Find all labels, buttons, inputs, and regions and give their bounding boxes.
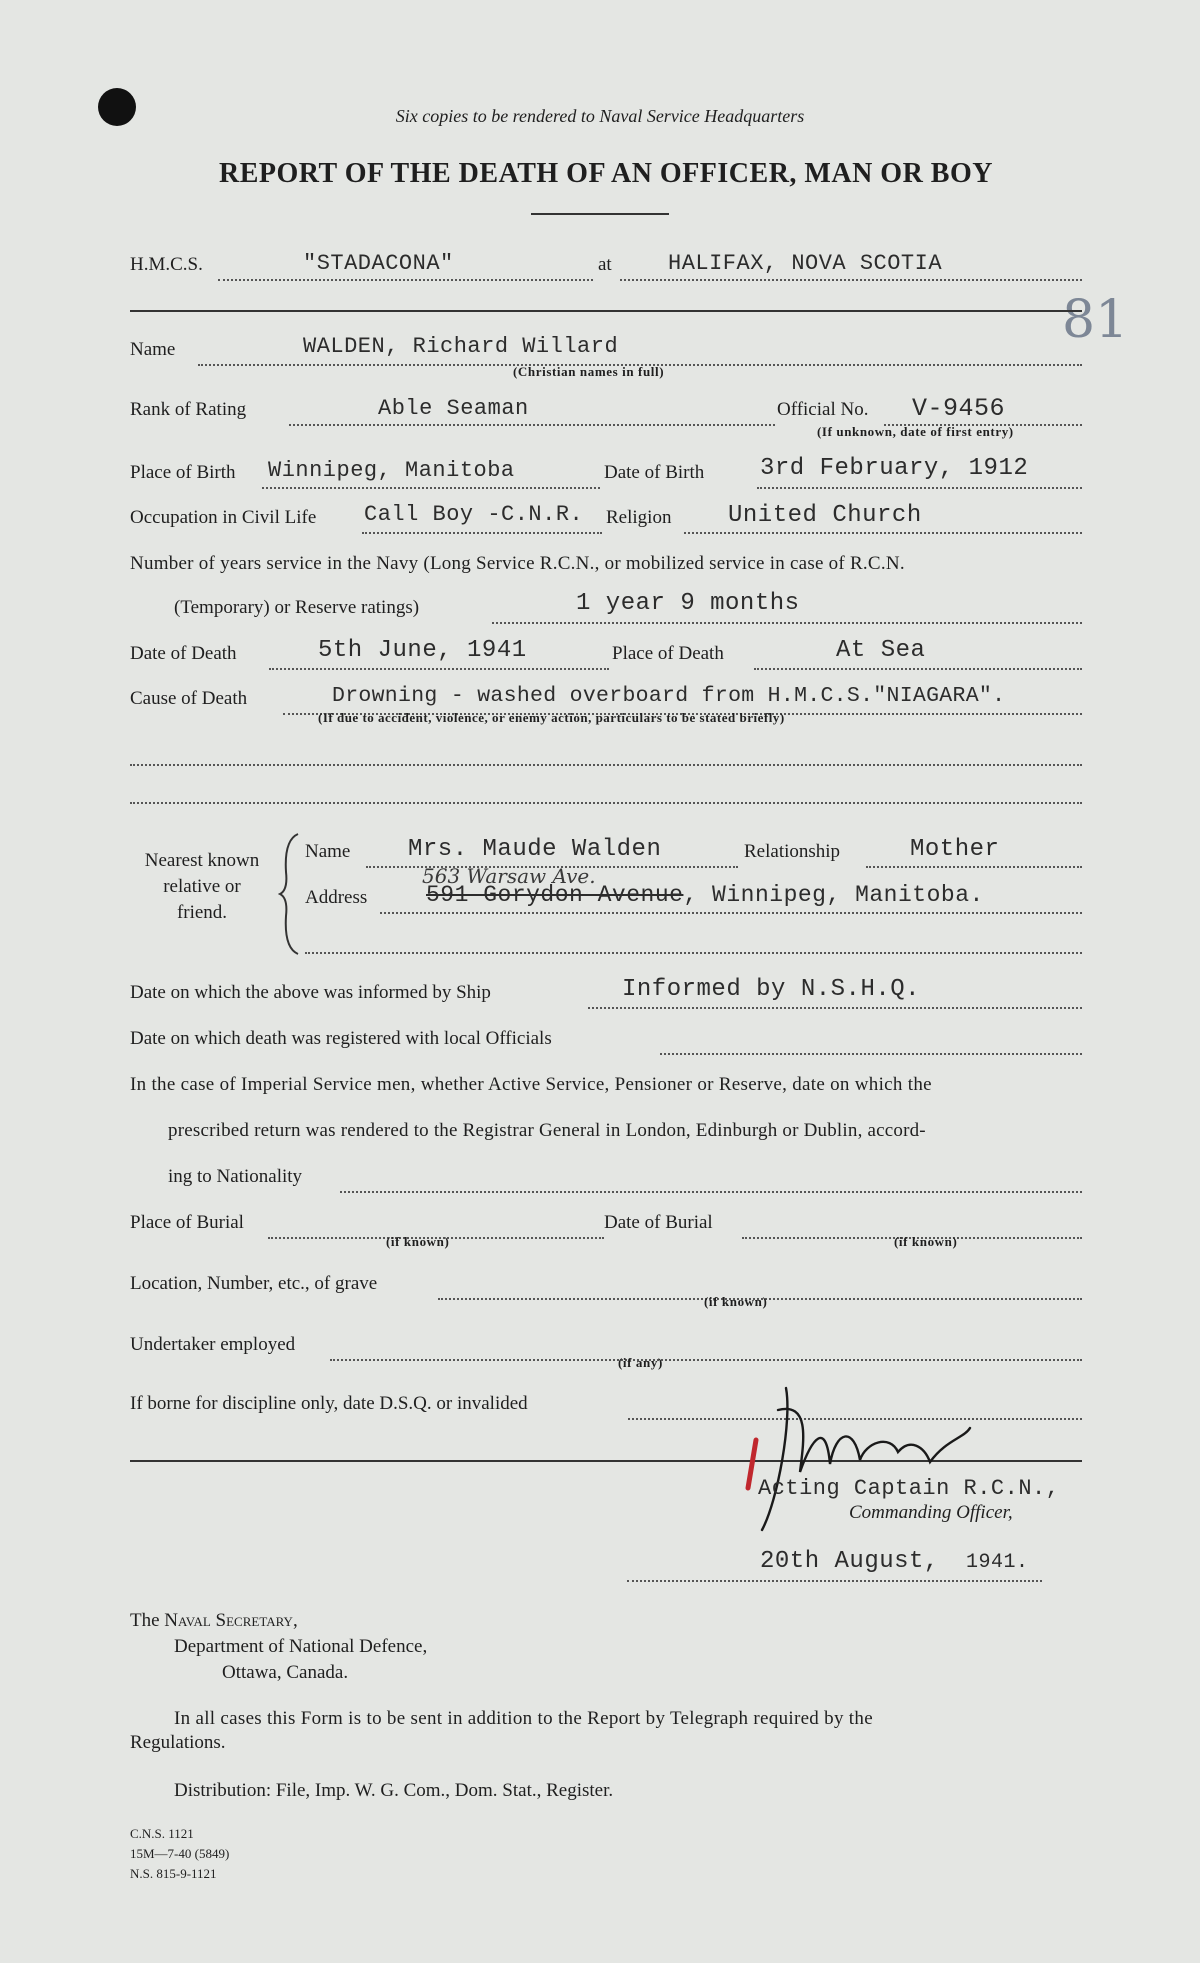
cause-extra-line-1[interactable] <box>130 742 1082 766</box>
name-hint: (Christian names in full) <box>513 364 665 379</box>
address-value <box>426 882 984 908</box>
form-code-1: C.N.S. 1121 <box>130 1826 194 1841</box>
rank-field[interactable] <box>289 402 775 426</box>
at-value: HALIFAX, NOVA SCOTIA <box>668 251 943 276</box>
copies-note: Six copies to be rendered to Naval Service Headquarters <box>395 106 805 126</box>
at-label: at <box>598 254 612 275</box>
relationship-label: Relationship <box>744 841 841 862</box>
birth-place-value: Winnipeg, Manitoba <box>268 458 515 483</box>
relative-side-line-2: relative or <box>163 876 241 897</box>
signatory-role: Commanding Officer, <box>849 1502 1013 1523</box>
signatory-rank: Acting Captain R.C.N., <box>758 1476 1060 1501</box>
cause-label: Cause of Death <box>130 688 248 709</box>
occupation-label: Occupation in Civil Life <box>130 507 317 528</box>
name-label: Name <box>130 339 176 360</box>
cause-hint: (If due to accident, violence, or enemy action, particulars to be stated briefly) <box>318 710 785 725</box>
registered-label: Date on which death was registered with local Officials <box>130 1028 552 1049</box>
relative-side-line-1: Nearest known <box>144 850 260 871</box>
relative-brace <box>278 832 302 956</box>
relative-name-label: Name <box>305 841 351 862</box>
grave-hint: (if known) <box>704 1294 768 1309</box>
title-underline <box>531 213 669 215</box>
ship-value: "STADACONA" <box>303 251 454 276</box>
death-place-label: Place of Death <box>612 643 724 664</box>
imperial-line-3: ing to Nationality <box>168 1166 303 1187</box>
registered-field[interactable] <box>660 1031 1082 1055</box>
relative-side-label <box>122 848 282 926</box>
cause-value: Drowning - washed overboard from H.M.C.S."NIAGARA". <box>332 684 1006 708</box>
informed-value: Informed by N.S.H.Q. <box>622 976 921 1003</box>
cause-extra-line-2[interactable] <box>130 780 1082 804</box>
imperial-field[interactable] <box>340 1169 1082 1193</box>
ship-divider <box>130 310 1082 312</box>
undertaker-hint: (if any) <box>618 1355 663 1370</box>
relative-name-value: Mrs. Maude Walden <box>408 836 662 863</box>
birth-date-label: Date of Birth <box>604 462 705 483</box>
form-code-2: 15M—7-40 (5849) <box>130 1846 230 1861</box>
rank-value: Able Seaman <box>378 396 529 421</box>
relationship-value: Mother <box>910 836 1000 863</box>
burial-date-hint: (if known) <box>894 1234 958 1249</box>
discipline-label: If borne for discipline only, date D.S.Q. or invalided <box>130 1393 528 1414</box>
addressee-line-3: Ottawa, Canada. <box>222 1662 349 1683</box>
grave-label: Location, Number, etc., of grave <box>130 1273 378 1294</box>
burial-place-label: Place of Burial <box>130 1212 244 1233</box>
name-value: WALDEN, Richard Willard <box>303 334 619 359</box>
occupation-value: Call Boy -C.N.R. <box>364 502 584 527</box>
signature-year: 1941. <box>966 1551 1029 1574</box>
addressee-line-2: Department of National Defence, <box>174 1636 428 1657</box>
service-line-2: (Temporary) or Reserve ratings) <box>174 597 420 618</box>
official-no-hint: (If unknown, date of first entry) <box>817 424 1014 439</box>
burial-date-label: Date of Burial <box>604 1212 713 1233</box>
address-struck: 591 Gorydon Avenue <box>426 882 684 908</box>
address-rest: , Winnipeg, Manitoba. <box>683 882 984 908</box>
official-no-label: Official No. <box>777 399 869 420</box>
service-value: 1 year 9 months <box>576 590 800 617</box>
informed-label: Date on which the above was informed by Ship <box>130 982 491 1003</box>
death-place-value: At Sea <box>836 637 926 664</box>
death-date-value: 5th June, 1941 <box>318 637 527 664</box>
form-code-3: N.S. 815-9-1121 <box>130 1866 217 1881</box>
imperial-line-1: In the case of Imperial Service men, whether Active Service, Pensioner or Reserve, date on which the <box>130 1074 932 1095</box>
form-title: REPORT OF THE DEATH OF AN OFFICER, MAN OR BOY <box>219 158 993 189</box>
birth-place-label: Place of Birth <box>130 462 236 483</box>
address-handwritten: 563 Warsaw Ave. <box>422 864 596 888</box>
birth-date-value: 3rd February, 1912 <box>760 455 1029 482</box>
undertaker-field[interactable] <box>330 1337 1082 1361</box>
footer-note-line-1: In all cases this Form is to be sent in addition to the Report by Telegraph required by the <box>174 1708 873 1729</box>
addressee-line-1 <box>130 1610 298 1632</box>
burial-place-hint: (if known) <box>386 1234 450 1249</box>
addressee-naval-secretary: Naval Secretary, <box>164 1610 298 1631</box>
signature-date: 20th August, <box>760 1548 939 1575</box>
address-label: Address <box>305 887 368 908</box>
service-line-1: Number of years service in the Navy (Long Service R.C.N., or mobilized service in case of R.C.N. <box>130 553 905 574</box>
relative-side-line-3: friend. <box>176 902 228 923</box>
official-no-value: V-9456 <box>912 394 1006 423</box>
death-date-label: Date of Death <box>130 643 237 664</box>
footer-distribution: Distribution: File, Imp. W. G. Com., Dom. Stat., Register. <box>174 1780 614 1801</box>
imperial-line-2: prescribed return was rendered to the Registrar General in London, Edinburgh or Dublin, accord- <box>168 1120 926 1141</box>
footer-note-line-2: Regulations. <box>130 1732 226 1753</box>
undertaker-label: Undertaker employed <box>130 1334 296 1355</box>
rank-label: Rank of Rating <box>130 399 247 420</box>
ship-label: H.M.C.S. <box>130 254 203 275</box>
addressee-the: The <box>130 1610 165 1631</box>
address-extra-line[interactable] <box>305 930 1082 954</box>
religion-value: United Church <box>728 502 922 529</box>
religion-label: Religion <box>606 507 672 528</box>
margin-mark: 81 <box>1062 290 1129 350</box>
